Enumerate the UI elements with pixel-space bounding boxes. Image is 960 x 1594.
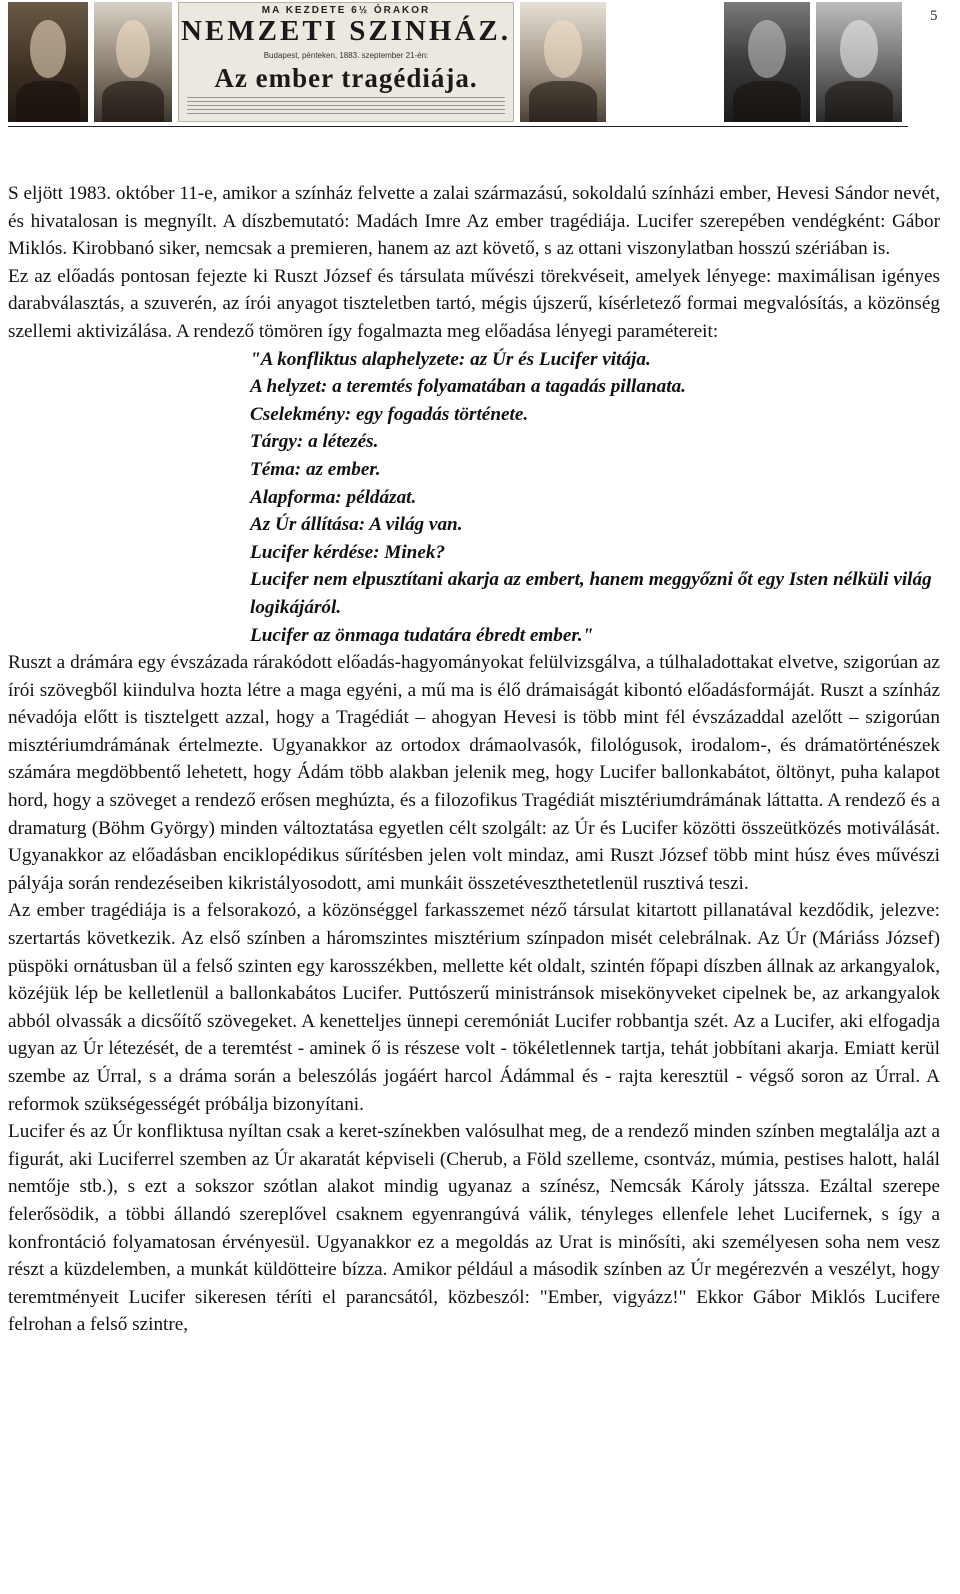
article-body — [8, 180, 940, 1339]
paragraph: Ez az előadás pontosan fejezte ki Ruszt József és társulata művészi törekvéseit, amelyek lényege: maximálisan igényes darabválasztás, a szuverén, az írói anyagot tiszteletben tartó, mégis újszerű, kísérletező formai megvalósítás, a közönség szellemi aktivizálása. A rendező tömören így fogalmazta meg előadása lényegi paramétereit: — [8, 265, 940, 342]
quote-line: Téma: az ember. — [250, 458, 381, 480]
page-header — [8, 2, 920, 126]
portrait-photo — [94, 2, 172, 122]
poster-date-line: Budapest, pénteken, 1883. szeptember 21-én: — [263, 51, 429, 60]
quote-line: Alapforma: példázat. — [250, 486, 417, 508]
portrait-photo — [8, 2, 88, 122]
portrait-photo — [520, 2, 606, 122]
quote-line: Lucifer kérdése: Minek? — [250, 541, 446, 563]
playbill-poster — [178, 2, 514, 122]
quote-line: Tárgy: a létezés. — [250, 431, 379, 453]
quote-line: Cselekmény: egy fogadás története. — [250, 403, 529, 425]
director-quote — [250, 346, 940, 650]
quote-line: Lucifer nem elpusztítani akarja az embert, hanem meggyőzni őt egy Isten nélküli világ logikájáról. — [250, 569, 932, 618]
page-number: 5 — [930, 8, 938, 24]
poster-theatre-name: NEMZETI SZINHÁZ. — [180, 15, 511, 47]
quote-line: "A konfliktus alaphelyzete: az Úr és Lucifer vitája. — [250, 348, 651, 370]
paragraph: Ruszt a drámára egy évszázada rárakódott előadás-hagyományokat felülvizsgálva, a túlhaladottakat elvetve, szigorúan az írói szövegből kiindulva hozta létre a maga egyéni, a mű ma is élő drámaiságát kibontó előadásformáját. Ruszt a színház névadója előtt is tisztelgett azzal, hogy a Tragédiát – ahogyan Hevesi is több mint fél évszázaddal azelőtt – szigorúan misztériumdrámának értelmezte. Ugyanakkor az ortodox drámaolvasók, filológusok, irodalom-, és drámatörténészek számára megdöbbentő lehetett, hogy Ádám több alakban jelenik meg, hogy Lucifer ballonkabátot, öltönyt, puha kalapot hord, hogy a szöveget a rendező erősen meghúzta, és a filozofikus Tragédiát misztériumdrámának láttatta. A rendező és a dramaturg (Böhm György) minden változtatása egyetlen célt szolgált: az Úr és Lucifer közötti összeütközés motiválását. Ugyanakkor az előadásban enciklopédikus sűrítésben jelen volt mindaz, ami Ruszt József több mint húsz éves művészi pályája során rendezéseiben kikristályosodott, ami munkáit összetéveszthetetlenül rusztivá teszi. — [8, 652, 940, 894]
poster-play-title: Az ember tragédiája. — [214, 63, 478, 93]
poster-fine-print — [187, 97, 505, 115]
stage-photo — [724, 2, 810, 122]
portrait-photo — [816, 2, 902, 122]
paragraph: Lucifer és az Úr konfliktusa nyíltan csak a keret-színekben valósulhat meg, de a rendező minden színben megtalálja azt a figurát, aki Luciferrel szemben az Úr akaratát képviseli (Cherub, a Föld szelleme, csontváz, múmia, pestises halott, halál nemtője stb.), s ezt a sokszor szótlan alakot mindig ugyanaz a színész, Nemcsák Károly játssza. Ezáltal szerepe felerősödik, a többi állandó szereplővel csaknem egyenrangúvá válik, tényleges ellenfele lehet Lucifernek, s így a konfrontáció folyamatosan érvényesül. Ugyanakkor ez a megoldás az Urat is minősíti, aki személyesen soha nem vesz részt a küzdelemben, a munkát küldötteire bízza. Amikor például a második színben az Úr megérezvén a veszélyt, hogy teremtményeit Lucifer sikeresen téríti el parancsától, közbeszól: "Ember, vigyázz!" Ekkor Gábor Miklós Lucifere felrohan a felső szintre, — [8, 1121, 940, 1336]
paragraph: S eljött 1983. október 11-e, amikor a színház felvette a zalai származású, sokoldalú színházi ember, Hevesi Sándor nevét, és hivatalosan is megnyílt. A díszbemutató: Madách Imre Az ember tragédiája. Lucifer szerepében vendégként: Gábor Miklós. Kirobbanó siker, nemcsak a premieren, hanem az azt követő, s az ottani viszonylatban hosszú szériában is. — [8, 183, 940, 260]
paragraph: Az ember tragédiája is a felsorakozó, a közönséggel farkasszemet néző társulat kitartott pillanatával kezdődik, jelezve: szertartás következik. Az első színben a háromszintes misztérium színpadon misét celebrálnak. Az Úr (Máriáss József) püspöki ornátusban ül a felső szinten egy karosszékben, mellette két oldalt, szintén főpapi díszben állnak az arkangyalok, közéjük lép be kelletlenül a ballonkabátos Lucifer. Puttószerű ministránsok misekönyveket cipelnek be, az arkangyalok abból olvassák a dicsőítő szövegeket. A kenetteljes ünnepi ceremóniát Lucifer robbantja szét. Az a Lucifer, aki elfogadja ugyan az Úr létezését, de a teremtést - aminek ő is részese volt - tökéletlennek tartja, tehát jobbítani akarja. Emiatt kerül szembe az Úrral, s a dráma során a beleszólás jogáért harcol Ádámmal és - rajta keresztül - végső soron az Úrral. A reformok szükségességét próbálja bizonyítani. — [8, 900, 940, 1115]
quote-line: Lucifer az önmaga tudatára ébredt ember." — [250, 624, 594, 646]
quote-line: Az Úr állítása: A világ van. — [250, 514, 463, 536]
header-divider — [8, 126, 908, 127]
quote-line: A helyzet: a teremtés folyamatában a tagadás pillanata. — [250, 376, 686, 398]
poster-time-line: MA KEZDETE 6½ ÓRAKOR — [261, 5, 431, 16]
